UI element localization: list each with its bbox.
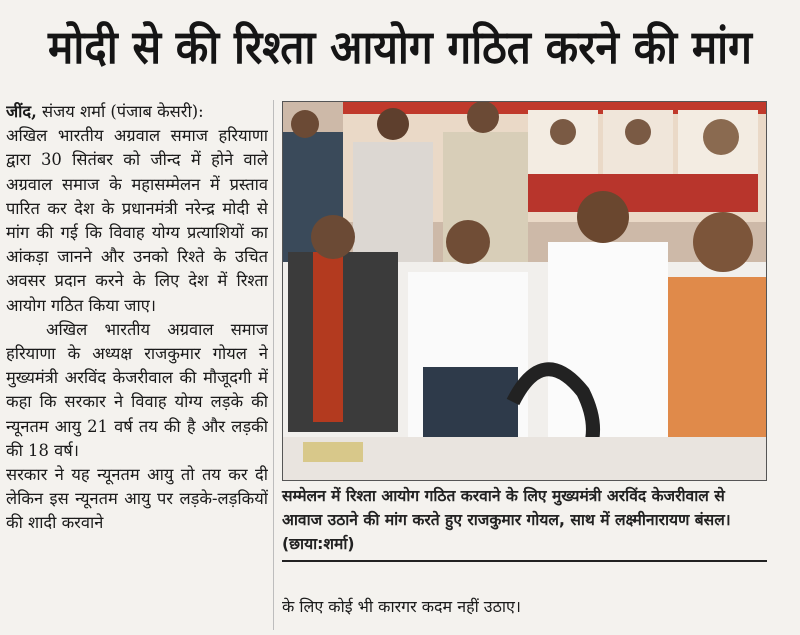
- byline: [6, 100, 268, 124]
- paragraph-1: अखिल भारतीय अग्रवाल समाज हरियाणा द्वारा 30 सितंबर को जीन्द में होने वाले अग्रवाल समाज के महासम्मेलन में प्रस्ताव पारित कर देश के प्रधानमंत्री नरेन्द्र मोदी से मांग की गई कि विवाह योग्य प्रत्याशियों का आंकड़ा जानने और उनको रिश्ते के उचित अवसर प्रदान करने के लिए देश में रिश्ता आयोग गठित किया जाए।: [6, 126, 268, 315]
- photo-caption: सम्मेलन में रिश्ता आयोग गठित करवाने के लिए मुख्यमंत्री अरविंद केजरीवाल से आवाज उठाने की मांग करते हुए राजकुमार गोयल, साथ में लक्ष्मीनारायण बंसल। (छाया:शर्मा): [282, 487, 731, 553]
- paragraph-2: अखिल भारतीय अग्रवाल समाज हरियाणा के अध्यक्ष राजकुमार गोयल ने मुख्यमंत्री अरविंद केजरीवाल की मौजूदगी में कहा कि सरकार ने विवाह योग्य लड़के की न्यूनतम आयु 21 वर्ष तय की है और लड़की की 18 वर्ष।: [6, 319, 268, 460]
- continuation-text: के लिए कोई भी कारगर कदम नहीं उठाए।: [282, 597, 521, 616]
- article-body-column: [6, 100, 268, 630]
- column-divider: [273, 100, 274, 630]
- caption-rule: [282, 560, 767, 562]
- byline-place: जींद,: [6, 102, 37, 121]
- headline: मोदी से की रिश्ता आयोग गठित करने की मांग: [48, 20, 752, 74]
- paragraph-3: सरकार ने यह न्यूनतम आयु तो तय कर दी लेकिन इस न्यूनतम आयु पर लड़के-लड़कियों की शादी करवाने: [6, 465, 268, 533]
- news-photo-illustration: [283, 102, 766, 480]
- byline-reporter: संजय शर्मा (पंजाब केसरी):: [36, 102, 204, 121]
- news-photo: [282, 101, 767, 481]
